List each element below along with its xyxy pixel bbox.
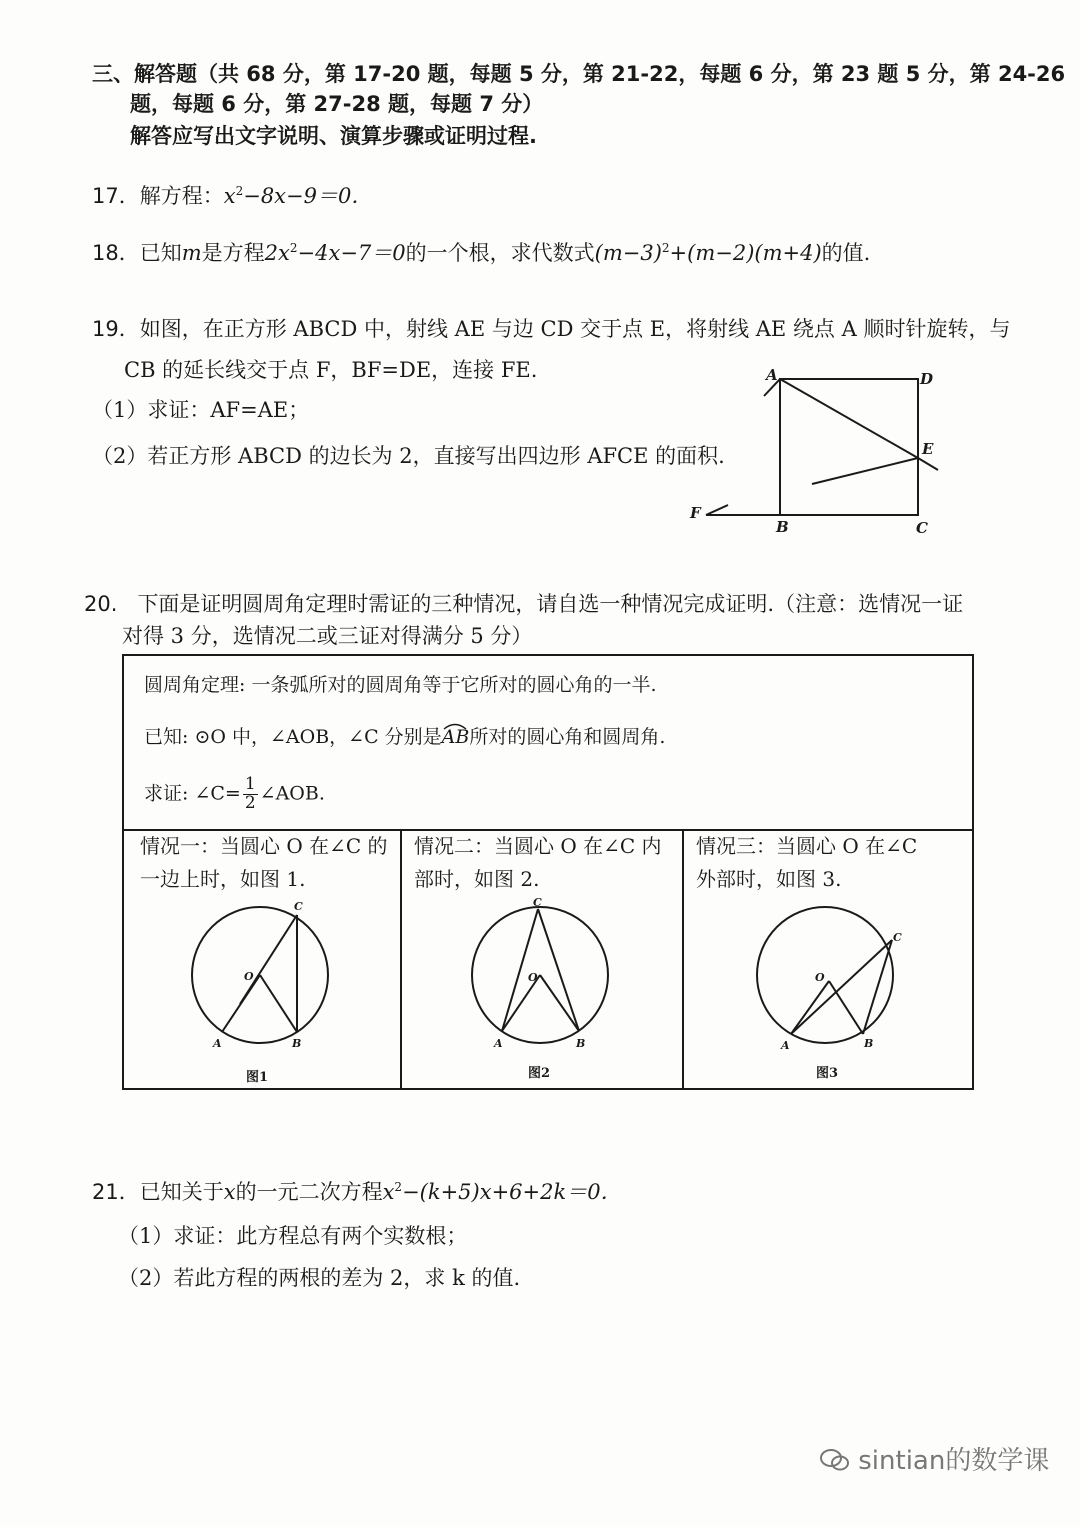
question-21 (92, 1180, 622, 1205)
case-1-line-2: 一边上时，如图 1. (140, 867, 306, 891)
question-number: 20. (84, 592, 118, 616)
given-suffix: 所对的圆心角和圆周角. (469, 726, 666, 748)
given-arc-text: AB (441, 726, 470, 748)
q21-text-2: 的一元二次方程 (235, 1180, 383, 1204)
given-arc (442, 726, 470, 748)
circle-o (757, 907, 893, 1043)
q17-eq-b: −8x−9＝0． (243, 184, 373, 208)
q18-eq-exp: 2 (289, 241, 298, 255)
q19-square-figure (680, 362, 970, 537)
prove-prefix: 求证: ∠C= (144, 782, 241, 805)
label-b: B (776, 518, 789, 536)
section-title-line2: 题，每题 6 分，第 27-28 题，每题 7 分） (130, 92, 544, 116)
section-title-line1: 三、解答题（共 68 分，第 17-20 题，每题 5 分，第 21-22，每题 6 分，第 23 题 5 分，第 24-26 (92, 62, 1066, 86)
figure-2-caption: 图2 (528, 1066, 551, 1081)
q18-expr-b: +(m−2)(m+4) (669, 241, 822, 265)
q17-eq-exp: 2 (235, 184, 244, 198)
case-3-line-1: 情况三：当圆心 O 在∠C (696, 834, 918, 858)
case-3-line-2: 外部时，如图 3. (696, 867, 842, 891)
figure-1-circle-diagram (180, 895, 340, 1055)
q18-text-3: 的一个根，求代数式 (405, 241, 595, 265)
q18-text-2: 是方程 (201, 241, 265, 265)
segment-ao (791, 981, 829, 1034)
label-a: A (766, 366, 778, 384)
case-2-line-2: 部时，如图 2. (414, 867, 540, 891)
label-c: C (533, 896, 542, 909)
question-number: 18． (92, 241, 140, 265)
q21-eq-a: x (382, 1180, 395, 1204)
question-20 (84, 592, 963, 617)
q18-text-4: 的值. (821, 241, 871, 265)
q20-line-2: 对得 3 分，选情况二或三证对得满分 5 分） (122, 624, 533, 648)
q17-prefix: 解方程： (139, 184, 224, 208)
theorem-given (144, 726, 665, 749)
q18-var-m: m (181, 241, 202, 265)
q19-line-1: 如图，在正方形 ABCD 中，射线 AE 与边 CD 交于点 E，将射线 AE 绕点 A 顺时针旋转，与 (139, 317, 1011, 341)
segment-ae (780, 379, 918, 458)
prove-suffix: ∠AOB. (259, 782, 325, 805)
watermark-text: sintian的数学课 (858, 1446, 1050, 1476)
question-19 (92, 317, 1010, 342)
q20-line-1: 下面是证明圆周角定理时需证的三种情况，请自选一种情况完成证明.（注意：选情况一证 (137, 592, 964, 616)
label-f: F (690, 504, 701, 522)
q19-part-1: （1）求证：AF=AE； (92, 398, 310, 422)
question-number: 19． (92, 317, 140, 341)
q21-eq-b: −(k+5)x+6+2k＝0． (402, 1180, 622, 1204)
q18-expr-exp: 2 (661, 241, 670, 255)
label-c: C (916, 519, 928, 537)
label-b: B (864, 1037, 874, 1050)
label-o: O (244, 970, 254, 983)
label-a: A (494, 1037, 503, 1050)
watermark (820, 1440, 1049, 1477)
q21-eq-exp: 2 (394, 1180, 403, 1194)
case-2-line-1: 情况二：当圆心 O 在∠C 内 (414, 834, 662, 858)
fraction-denominator: 2 (244, 792, 256, 813)
segment-fe (812, 458, 918, 484)
segment-ob (260, 975, 297, 1032)
label-o: O (528, 971, 538, 984)
q18-eq-b: −4x−7＝0 (297, 241, 406, 265)
q18-eq-a: 2x (264, 241, 290, 265)
fraction-one-half (243, 776, 258, 813)
question-number: 21． (92, 1180, 140, 1204)
segment-cb (538, 909, 579, 1031)
label-e: E (922, 440, 934, 458)
label-b: B (292, 1037, 302, 1050)
segment-ac (502, 909, 538, 1031)
figure-1-caption: 图1 (246, 1070, 269, 1085)
figure-2-circle-diagram (460, 895, 620, 1055)
q21-var-x: x (223, 1180, 236, 1204)
section-instruction: 解答应写出文字说明、演算步骤或证明过程. (130, 124, 537, 148)
ray-tick-f (706, 505, 728, 515)
q21-text-1: 已知关于 (139, 1180, 224, 1204)
wechat-icon (820, 1448, 850, 1472)
label-o: O (815, 971, 825, 984)
question-17 (92, 184, 372, 209)
segment-ob (540, 975, 579, 1031)
label-c: C (893, 931, 902, 944)
ray-extension-e (918, 458, 938, 470)
question-number: 17． (92, 184, 140, 208)
theorem-statement: 圆周角定理: 一条弧所对的圆周角等于它所对的圆心角的一半. (144, 674, 657, 696)
q18-expr-a: (m−3) (594, 241, 662, 265)
figure-3-caption: 图3 (816, 1066, 839, 1081)
label-b: B (576, 1037, 586, 1050)
question-18 (92, 241, 870, 266)
q19-line-2: CB 的延长线交于点 F，BF=DE，连接 FE. (124, 358, 538, 382)
segment-ob (829, 981, 863, 1034)
given-prefix: 已知: ⊙O 中，∠AOB，∠C 分别是 (144, 726, 442, 748)
q21-part-1: （1）求证：此方程总有两个实数根； (118, 1224, 468, 1248)
label-a: A (213, 1037, 222, 1050)
theorem-prove (144, 776, 325, 813)
case-1-line-1: 情况一：当圆心 O 在∠C 的 (140, 834, 388, 858)
label-a: A (781, 1039, 790, 1052)
q18-text-1: 已知 (139, 241, 182, 265)
q21-part-2: （2）若此方程的两根的差为 2，求 k 的值. (118, 1266, 521, 1290)
segment-ca (240, 915, 297, 1004)
fraction-numerator: 1 (244, 774, 256, 794)
label-d: D (920, 370, 934, 388)
label-c: C (294, 900, 303, 913)
q19-part-2: （2）若正方形 ABCD 的边长为 2，直接写出四边形 AFCE 的面积. (92, 444, 725, 468)
arc-mark-icon (442, 722, 468, 730)
figure-3-circle-diagram (745, 895, 915, 1055)
q17-eq-a: x (223, 184, 236, 208)
